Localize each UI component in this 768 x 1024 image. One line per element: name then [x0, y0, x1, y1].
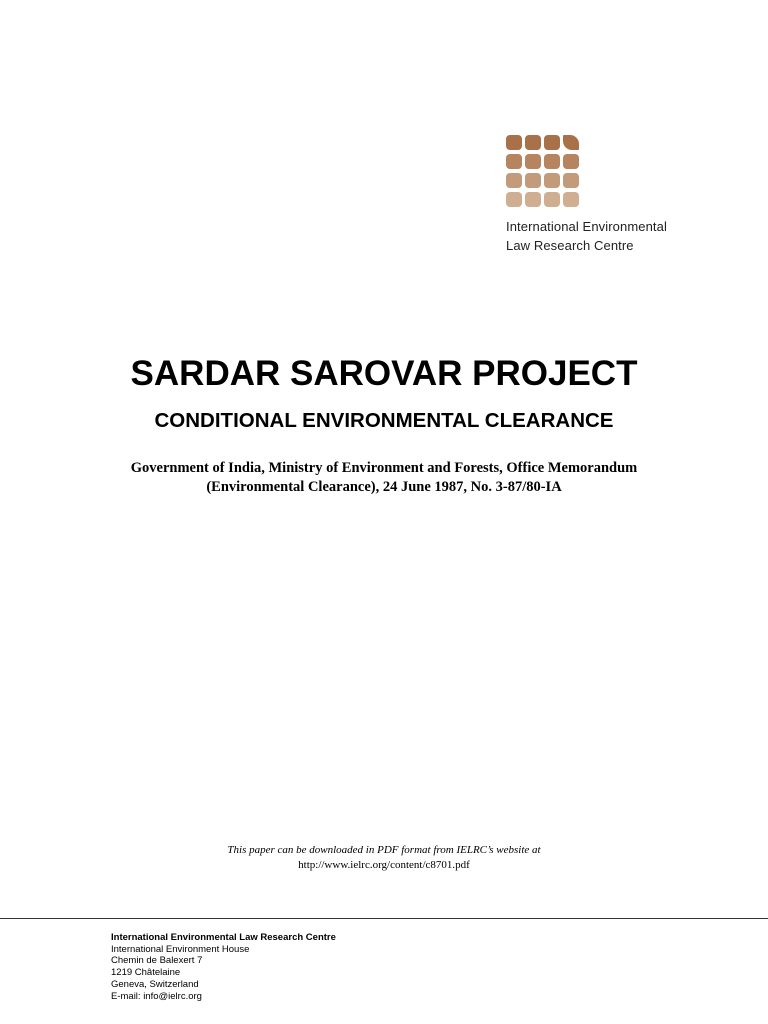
footer-divider — [0, 918, 768, 919]
logo-tile — [563, 154, 579, 169]
citation-line-2: (Environmental Clearance), 24 June 1987, No. 3-87/80-IA — [206, 479, 562, 495]
logo-tile — [544, 135, 560, 150]
logo-tile — [563, 173, 579, 188]
logo-org-name-line-2: Law Research Centre — [506, 238, 634, 253]
address-line-3: 1219 Châtelaine — [111, 967, 181, 979]
logo-org-name — [506, 217, 746, 255]
download-note — [0, 843, 768, 873]
leaf-grid-logo-icon — [506, 135, 582, 209]
footer-address — [111, 932, 336, 1002]
logo-org-name-line-1: International Environmental — [506, 219, 667, 234]
logo-tile — [525, 192, 541, 207]
logo-tile — [544, 192, 560, 207]
logo-tile — [525, 173, 541, 188]
logo-tile — [506, 192, 522, 207]
address-line-1: International Environment House — [111, 943, 250, 955]
document-citation — [0, 459, 768, 497]
logo-tile — [544, 173, 560, 188]
logo-tile — [563, 192, 579, 207]
logo-tile — [544, 154, 560, 169]
logo-block — [506, 135, 746, 255]
logo-tile — [525, 154, 541, 169]
address-org-name: International Environmental Law Research Centre — [111, 932, 336, 943]
logo-tile — [506, 154, 522, 169]
document-title: SARDAR SAROVAR PROJECT — [130, 354, 638, 393]
logo-tile — [506, 173, 522, 188]
logo-tile — [506, 135, 522, 150]
download-link[interactable]: http://www.ielrc.org/content/c8701.pdf — [298, 859, 470, 871]
document-subtitle: CONDITIONAL ENVIRONMENTAL CLEARANCE — [154, 409, 614, 432]
address-email[interactable]: E-mail: info@ielrc.org — [111, 990, 202, 1002]
logo-tile — [563, 135, 579, 150]
download-note-text: This paper can be downloaded in PDF format from IELRC’s website at — [227, 844, 541, 856]
logo-tile — [525, 135, 541, 150]
address-line-2: Chemin de Balexert 7 — [111, 955, 203, 967]
address-line-4: Geneva, Switzerland — [111, 978, 199, 990]
citation-line-1: Government of India, Ministry of Environment and Forests, Office Memorandum — [130, 460, 638, 476]
